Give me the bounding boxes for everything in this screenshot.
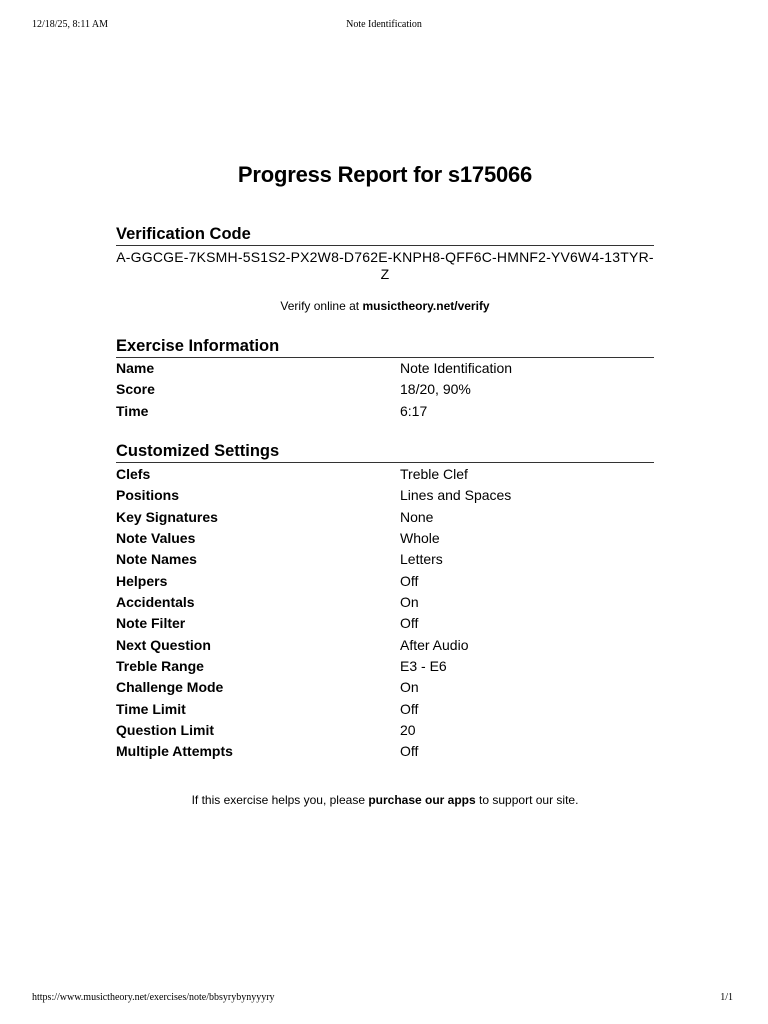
info-row-time [116, 402, 654, 423]
purchase-apps-prefix: If this exercise helps you, please [191, 793, 369, 807]
setting-row-treble-range [116, 657, 654, 678]
setting-key: Next Question [116, 636, 211, 653]
setting-key: Challenge Mode [116, 679, 224, 696]
exercise-information-table [116, 359, 654, 423]
setting-key: Note Values [116, 530, 196, 547]
info-key: Name [116, 360, 155, 376]
setting-key: Multiple Attempts [116, 743, 233, 760]
setting-key: Helpers [116, 572, 168, 589]
setting-row-multiple-attempts [116, 742, 654, 763]
setting-row-next-question [116, 636, 654, 657]
purchase-apps-suffix: to support our site. [475, 793, 579, 807]
info-row-name [116, 359, 654, 380]
verification-code-heading: Verification Code [116, 224, 654, 246]
info-value: 18/20, 90% [400, 381, 471, 398]
setting-value: Off [400, 615, 419, 632]
setting-row-note-names [116, 550, 654, 571]
verify-online-line [116, 299, 654, 313]
setting-key: Treble Range [116, 658, 204, 675]
setting-key: Question Limit [116, 722, 214, 739]
print-footer [32, 992, 736, 1006]
setting-row-note-values [116, 529, 654, 550]
customized-settings-heading: Customized Settings [116, 441, 654, 463]
info-value: 6:17 [400, 402, 428, 419]
setting-row-clefs [116, 465, 654, 486]
setting-row-time-limit [116, 700, 654, 721]
print-url: https://www.musictheory.net/exercises/note/bbsyrybynyyyry [32, 992, 275, 1003]
setting-row-helpers [116, 572, 654, 593]
setting-value: Whole [400, 530, 440, 547]
setting-key: Time Limit [116, 700, 186, 717]
setting-value: Treble Clef [400, 466, 468, 482]
info-key: Time [116, 402, 149, 419]
setting-value: 20 [400, 722, 416, 739]
page-title: Progress Report for s175066 [237, 162, 533, 187]
verification-code: A-GGCGE-7KSMH-5S1S2-PX2W8-D762E-KNPH8-QFF6C-HMNF2-YV6W4-13TYR-Z [116, 249, 654, 282]
setting-value: After Audio [400, 636, 469, 653]
setting-row-note-filter [116, 614, 654, 635]
setting-value: Off [400, 700, 419, 717]
info-key: Score [116, 381, 155, 398]
setting-value: On [400, 594, 419, 611]
setting-key: Positions [116, 487, 180, 504]
setting-row-key-signatures [116, 508, 654, 529]
setting-value: E3 - E6 [400, 658, 447, 675]
info-value: Note Identification [400, 360, 513, 376]
customized-settings-table [116, 465, 654, 764]
print-page-title: Note Identification [346, 19, 422, 30]
purchase-apps-link[interactable]: purchase our apps [368, 793, 476, 807]
setting-row-positions [116, 486, 654, 507]
setting-value: Lines and Spaces [400, 487, 512, 504]
setting-key: Note Names [116, 551, 197, 568]
print-page-number: 1/1 [720, 992, 733, 1003]
info-row-score [116, 380, 654, 401]
setting-row-question-limit [116, 721, 654, 742]
setting-value: Letters [400, 551, 443, 568]
purchase-apps-line [116, 793, 654, 807]
verify-online-link[interactable]: musictheory.net/verify [362, 299, 490, 313]
setting-value: Off [400, 743, 419, 760]
verify-online-prefix: Verify online at [280, 299, 363, 313]
setting-key: Note Filter [116, 615, 186, 632]
setting-key: Key Signatures [116, 508, 218, 525]
setting-row-accidentals [116, 593, 654, 614]
setting-value: Off [400, 572, 419, 589]
print-datetime: 12/18/25, 8:11 AM [32, 19, 109, 30]
exercise-information-heading: Exercise Information [116, 336, 654, 358]
setting-key: Accidentals [116, 594, 195, 611]
setting-key: Clefs [116, 466, 151, 482]
setting-value: On [400, 679, 419, 696]
setting-row-challenge-mode [116, 678, 654, 699]
setting-value: None [400, 508, 434, 525]
print-header [32, 19, 736, 33]
